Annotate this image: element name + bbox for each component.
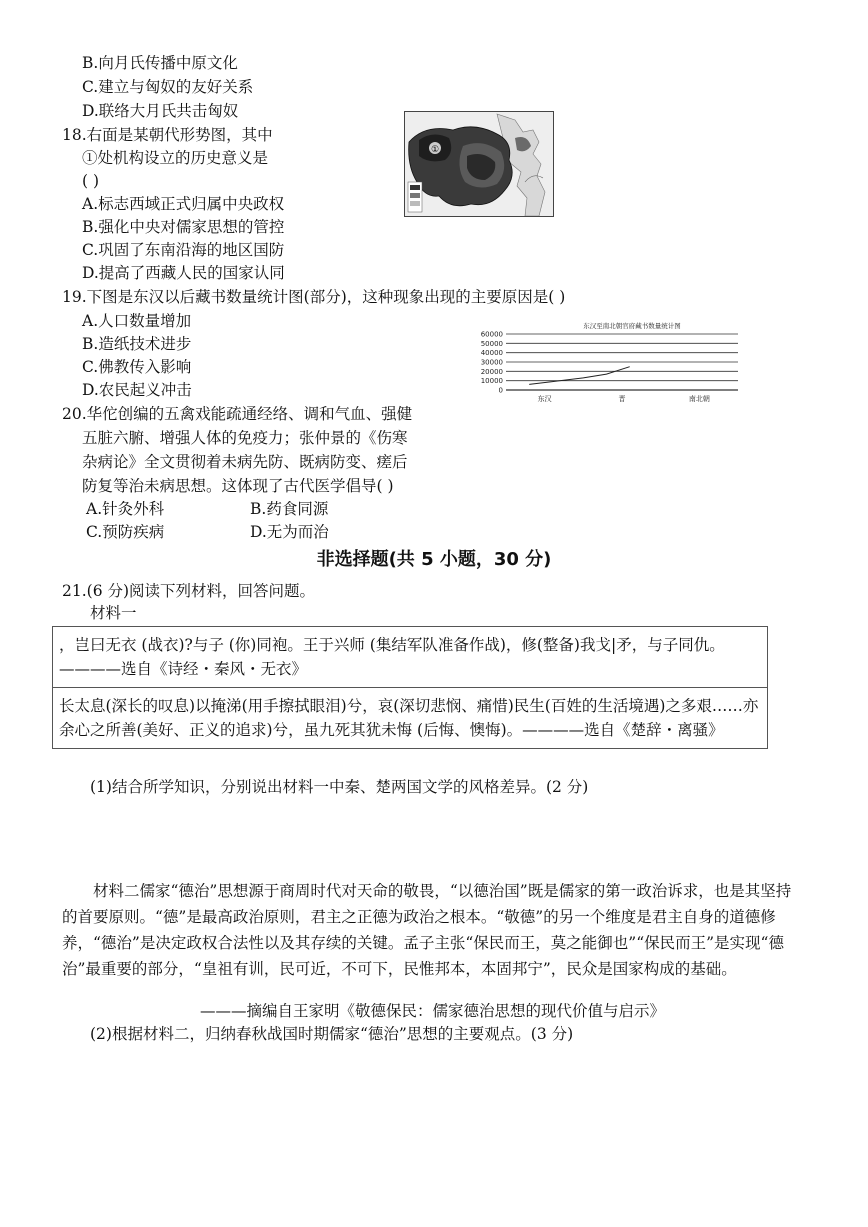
q18-stem-line2: ①处机构设立的历史意义是: [82, 149, 269, 167]
chart-series-line: [529, 367, 630, 385]
q20-stem-line3: 杂病论》全文贯彻着未病先防、既病防变、瘥后: [82, 453, 408, 471]
material1-table: [52, 626, 768, 749]
material1-label: 材料一: [90, 604, 137, 622]
material2-source: ———摘编自王家明《敬德保民：儒家德治思想的现代价值与启示》: [200, 1002, 666, 1020]
q20-option-c: C.预防疾病: [86, 523, 165, 541]
q19-option-a: A.人口数量增加: [82, 312, 192, 330]
material1-poem-wuyi: ，岂曰无衣 (战衣)?与子 (你)同袍。王于兴师 (集结军队准备作战)，修(整备)我戈|矛，与子同仇。————选自《诗经・秦风・无衣》: [59, 636, 725, 678]
q17-option-b: B.向月氏传播中原文化: [82, 54, 238, 72]
q20-option-d: D.无为而治: [250, 523, 329, 541]
q19-stem: 19.下图是东汉以后藏书数量统计图(部分)，这种现象出现的主要原因是( ): [62, 288, 566, 306]
chart-y-tick-label: 20000: [480, 367, 503, 376]
chart-y-tick-label: 60000: [480, 330, 503, 339]
material2-paragraph: 材料二儒家“德治”思想源于商周时代对天命的敬畏，“以德治国”既是儒家的第一政治诉求，也是其坚持的首要原则。“德”是最高政治原则，君主之正德为政治之根本。“敬德”的另一个维度是君主自身的道德修养，“德治”是决定政权合法性以及其存续的关键。孟子主张“保民而王，莫之能御也”“保民而王”是实现“德治”最重要的部分，“皇祖有训，民可近，不可下，民惟邦本，本固邦宁”，民众是国家构成的基础。: [62, 882, 792, 978]
q18-option-c: C.巩固了东南沿海的地区国防: [82, 241, 285, 259]
dynasty-territory-map: [404, 111, 554, 217]
chart-x-tick-label: 东汉: [537, 395, 552, 403]
chart-y-tick-label: 0: [498, 386, 503, 395]
q17-option-c: C.建立与匈奴的友好关系: [82, 78, 254, 96]
q18-stem-line1: 18.右面是某朝代形势图，其中: [62, 126, 273, 144]
q17-option-d: D.联络大月氏共击匈奴: [82, 102, 239, 120]
q20-stem-line2: 五脏六腑、增强人体的免疫力；张仲景的《伤寒: [82, 429, 408, 447]
chart-y-tick-label: 10000: [480, 377, 503, 386]
q20-stem-line1: 20.华佗创编的五禽戏能疏通经络、调和气血、强健: [62, 405, 413, 423]
chart-x-tick-label: 南北朝: [688, 395, 710, 403]
map-graphic: [405, 112, 553, 216]
q18-answer-blank: ( ): [82, 172, 100, 190]
chart-y-tick-label: 40000: [480, 349, 503, 358]
map-marker-1: ①: [430, 145, 440, 155]
q18-option-d: D.提高了西藏人民的国家认同: [82, 264, 285, 282]
q19-option-c: C.佛教传入影响: [82, 358, 192, 376]
material1-poem-lisao: 长太息(深长的叹息)以掩涕(用手擦拭眼泪)兮，哀(深切悲悯、痛惜)民生(百姓的生活境遇)之多艰……亦余心之所善(美好、正义的追求)兮，虽九死其犹未悔 (后悔、懊悔)。————选自《楚辞・离骚》: [53, 687, 767, 748]
q18-option-b: B.强化中央对儒家思想的管控: [82, 218, 285, 236]
q21-subquestion-1: (1)结合所学知识，分别说出材料一中秦、楚两国文学的风格差异。(2 分): [90, 778, 589, 796]
q20-stem-line4: 防复等治未病思想。这体现了古代医学倡导( ): [82, 477, 394, 495]
chart-title: 东汉至南北朝官府藏书数量统计图: [583, 322, 681, 330]
section-title: 非选择题(共 5 小题，30 分): [316, 549, 552, 570]
q20-option-b: B.药食同源: [250, 500, 329, 518]
chart-y-tick-label: 50000: [480, 339, 503, 348]
chart-x-tick-label: 晋: [618, 395, 626, 403]
q20-option-a: A.针灸外科: [86, 500, 165, 518]
chart-y-tick-label: 30000: [480, 358, 503, 367]
q21-stem: 21.(6 分)阅读下列材料，回答问题。: [62, 582, 316, 600]
q19-option-d: D.农民起义冲击: [82, 381, 192, 399]
q19-option-b: B.造纸技术进步: [82, 335, 192, 353]
book-collection-chart: [462, 322, 744, 404]
q21-subquestion-2: (2)根据材料二，归纳春秋战国时期儒家“德治”思想的主要观点。(3 分): [90, 1025, 574, 1043]
q18-option-a: A.标志西域正式归属中央政权: [82, 195, 285, 213]
